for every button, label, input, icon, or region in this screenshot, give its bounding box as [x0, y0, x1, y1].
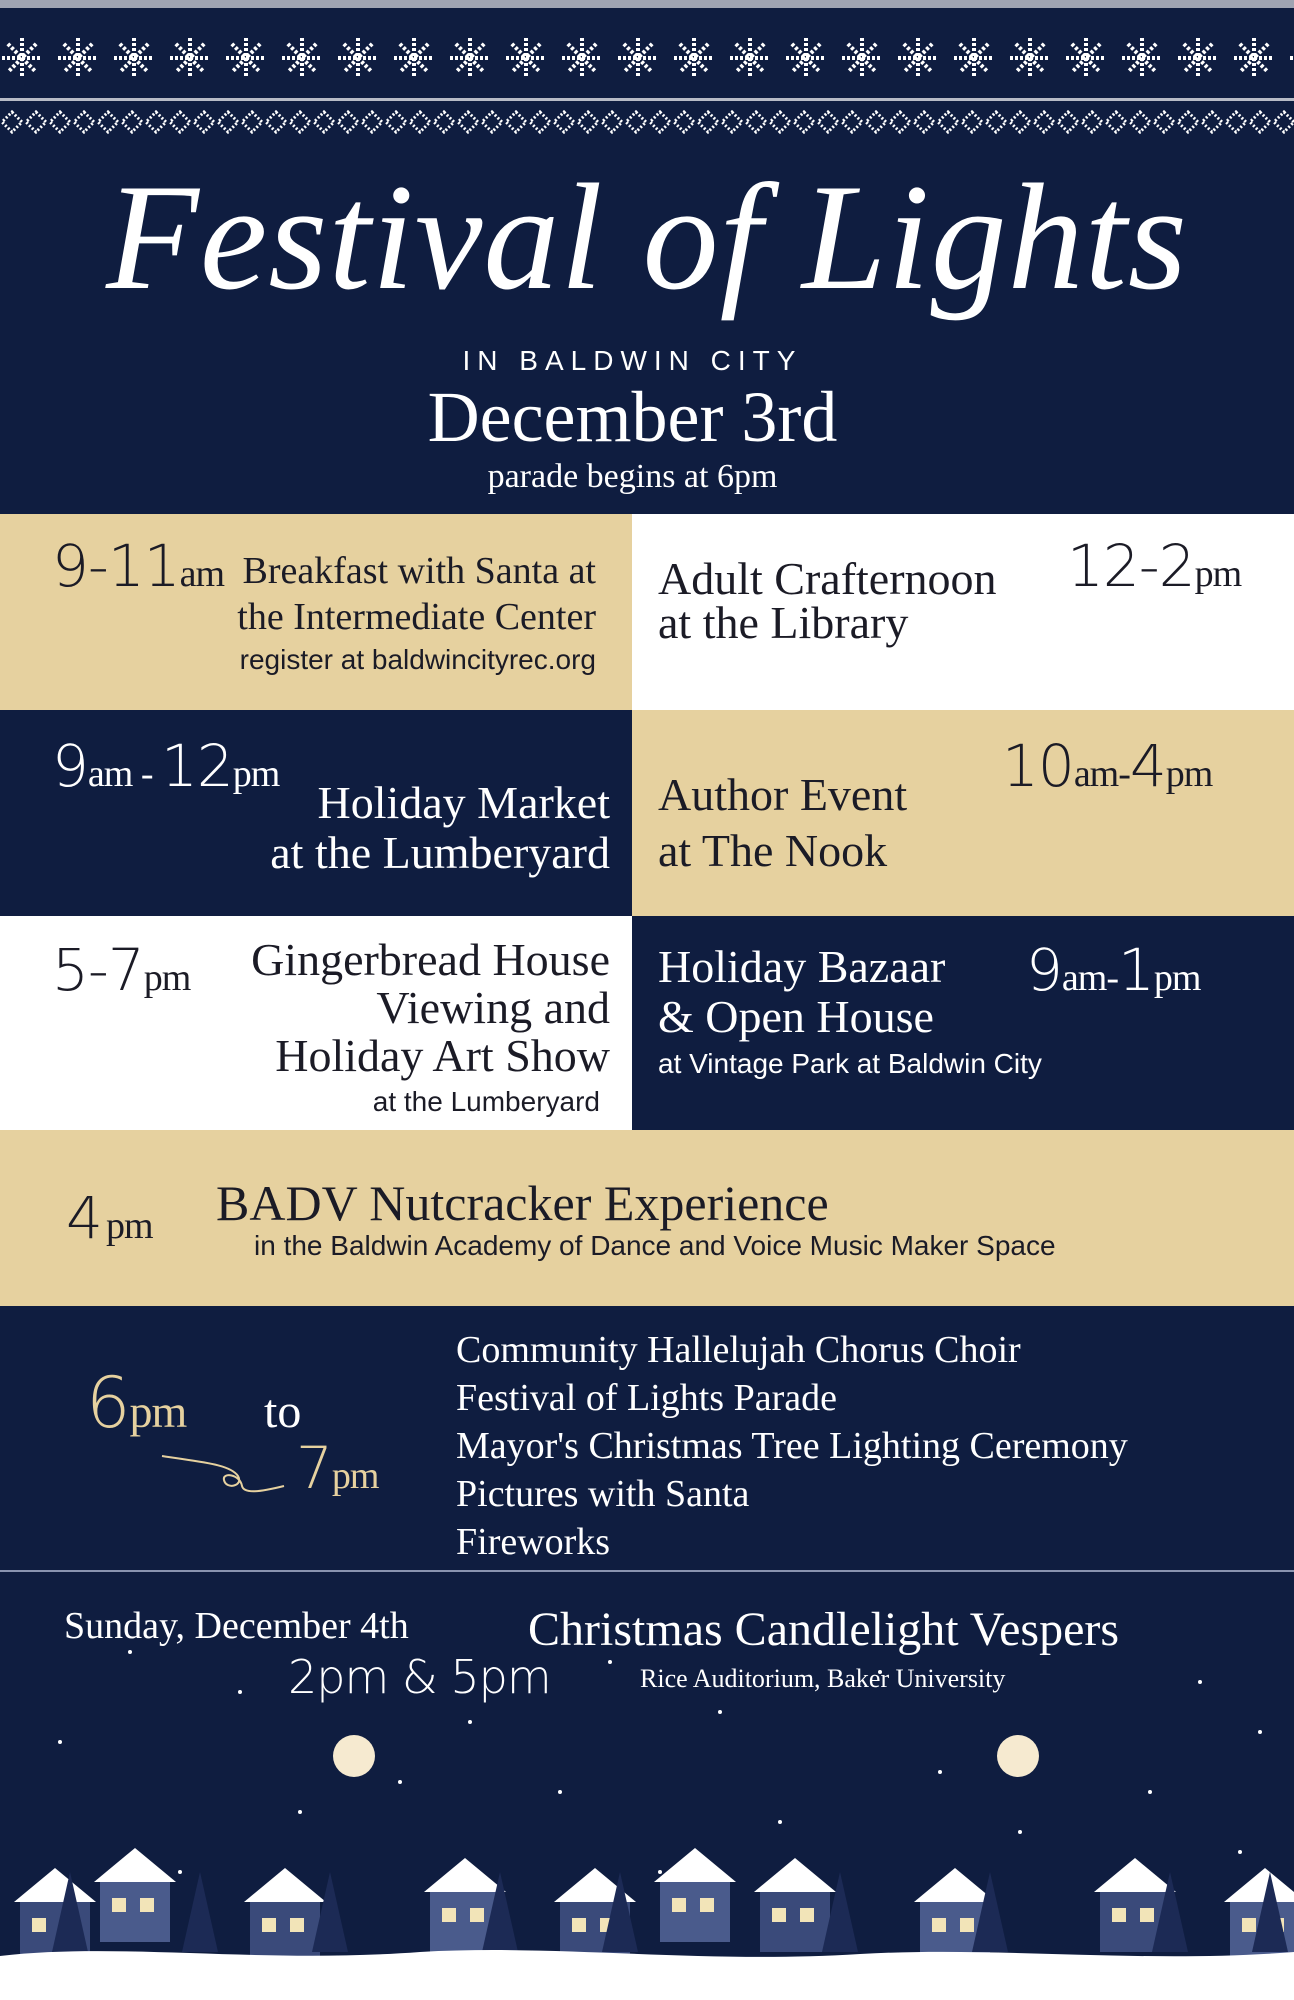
vespers-date: Sunday, December 4th — [64, 1605, 409, 1647]
event-title: BADV Nutcracker Experience — [216, 1175, 829, 1231]
star-dot — [1198, 1680, 1202, 1684]
star-dot — [718, 1710, 722, 1714]
evening-items — [456, 1326, 1128, 1566]
end-time: 7pm — [296, 1434, 379, 1502]
swirl-arrow — [160, 1444, 290, 1504]
event-time: 9am-1pm — [1026, 936, 1201, 1004]
house-icon — [754, 1858, 836, 1952]
star-dot — [238, 1690, 242, 1694]
vespers-times: 2pm & 5pm — [288, 1650, 551, 1704]
event-note: at Vintage Park at Baldwin City — [658, 1048, 1042, 1079]
star-dot — [1148, 1790, 1152, 1794]
event-card-gingerbread — [0, 916, 632, 1130]
house-icon — [94, 1848, 176, 1942]
star-dot — [778, 1820, 782, 1824]
parade-note: parade begins at 6pm — [487, 458, 778, 495]
event-card-bazaar — [632, 916, 1294, 1130]
event-card-breakfast — [0, 514, 632, 710]
start-time: 6pm — [86, 1362, 187, 1444]
star-dot — [128, 1650, 132, 1654]
snowflake-knit-pattern — [0, 0, 1294, 150]
event-title: Gingerbread House Viewing and Holiday Art Show — [251, 934, 610, 1081]
star-dot — [1258, 1730, 1262, 1734]
vespers-place: Rice Auditorium, Baker University — [640, 1664, 1006, 1693]
star-dot — [298, 1810, 302, 1814]
event-title: Author Event at The Nook — [658, 769, 908, 876]
list-item: Community Hallelujah Chorus Choir — [456, 1329, 1021, 1371]
event-card-crafternoon — [632, 514, 1294, 710]
list-item: Pictures with Santa — [456, 1473, 750, 1515]
house-icon — [654, 1848, 736, 1942]
vespers-section — [0, 1572, 1294, 2000]
star-dot — [468, 1720, 472, 1724]
event-time: 10am-4pm — [1002, 732, 1213, 800]
event-card-nutcracker — [0, 1130, 1294, 1306]
star-dot — [658, 1870, 662, 1874]
list-item: Festival of Lights Parade — [456, 1377, 837, 1419]
event-card-market — [0, 710, 632, 916]
event-time: 4 pm — [66, 1184, 153, 1252]
star-dot — [1238, 1850, 1242, 1854]
event-note: register at baldwincityrec.org — [239, 644, 596, 675]
star-dot — [1018, 1830, 1022, 1834]
star-dot — [938, 1770, 942, 1774]
event-time: 5-7pm — [52, 936, 191, 1004]
star-dot — [608, 1660, 612, 1664]
star-dot — [178, 1870, 182, 1874]
event-note: in the Baldwin Academy of Dance and Voice Music Maker Space — [254, 1230, 1056, 1261]
event-title: Adult Crafternoon at the Library — [658, 553, 997, 648]
evening-schedule — [0, 1306, 1294, 1570]
event-time: 12-2pm — [1067, 532, 1242, 600]
event-title: Holiday Market at the Lumberyard — [270, 777, 610, 878]
star-dot — [558, 1790, 562, 1794]
event-title: Holiday Bazaar & Open House — [658, 941, 946, 1042]
to-label: to — [264, 1385, 302, 1438]
list-item: Fireworks — [456, 1521, 611, 1563]
event-card-author — [632, 710, 1294, 916]
star-dot — [58, 1740, 62, 1744]
event-date: December 3rd — [427, 377, 838, 457]
vespers-title: Christmas Candlelight Vespers — [528, 1603, 1120, 1656]
star-dot — [398, 1780, 402, 1784]
event-note: at the Lumberyard — [372, 1086, 600, 1117]
tree-icon — [182, 1872, 218, 1952]
event-title: Breakfast with Santa at the Intermediate Center — [237, 550, 596, 638]
list-item: Mayor's Christmas Tree Lighting Ceremony — [456, 1425, 1128, 1467]
event-time: 9-11am — [52, 532, 225, 600]
page-title: Festival of Lights — [106, 153, 1188, 321]
location-subtitle: IN BALDWIN CITY — [462, 345, 803, 376]
event-time: 9am - 12pm — [52, 732, 280, 800]
